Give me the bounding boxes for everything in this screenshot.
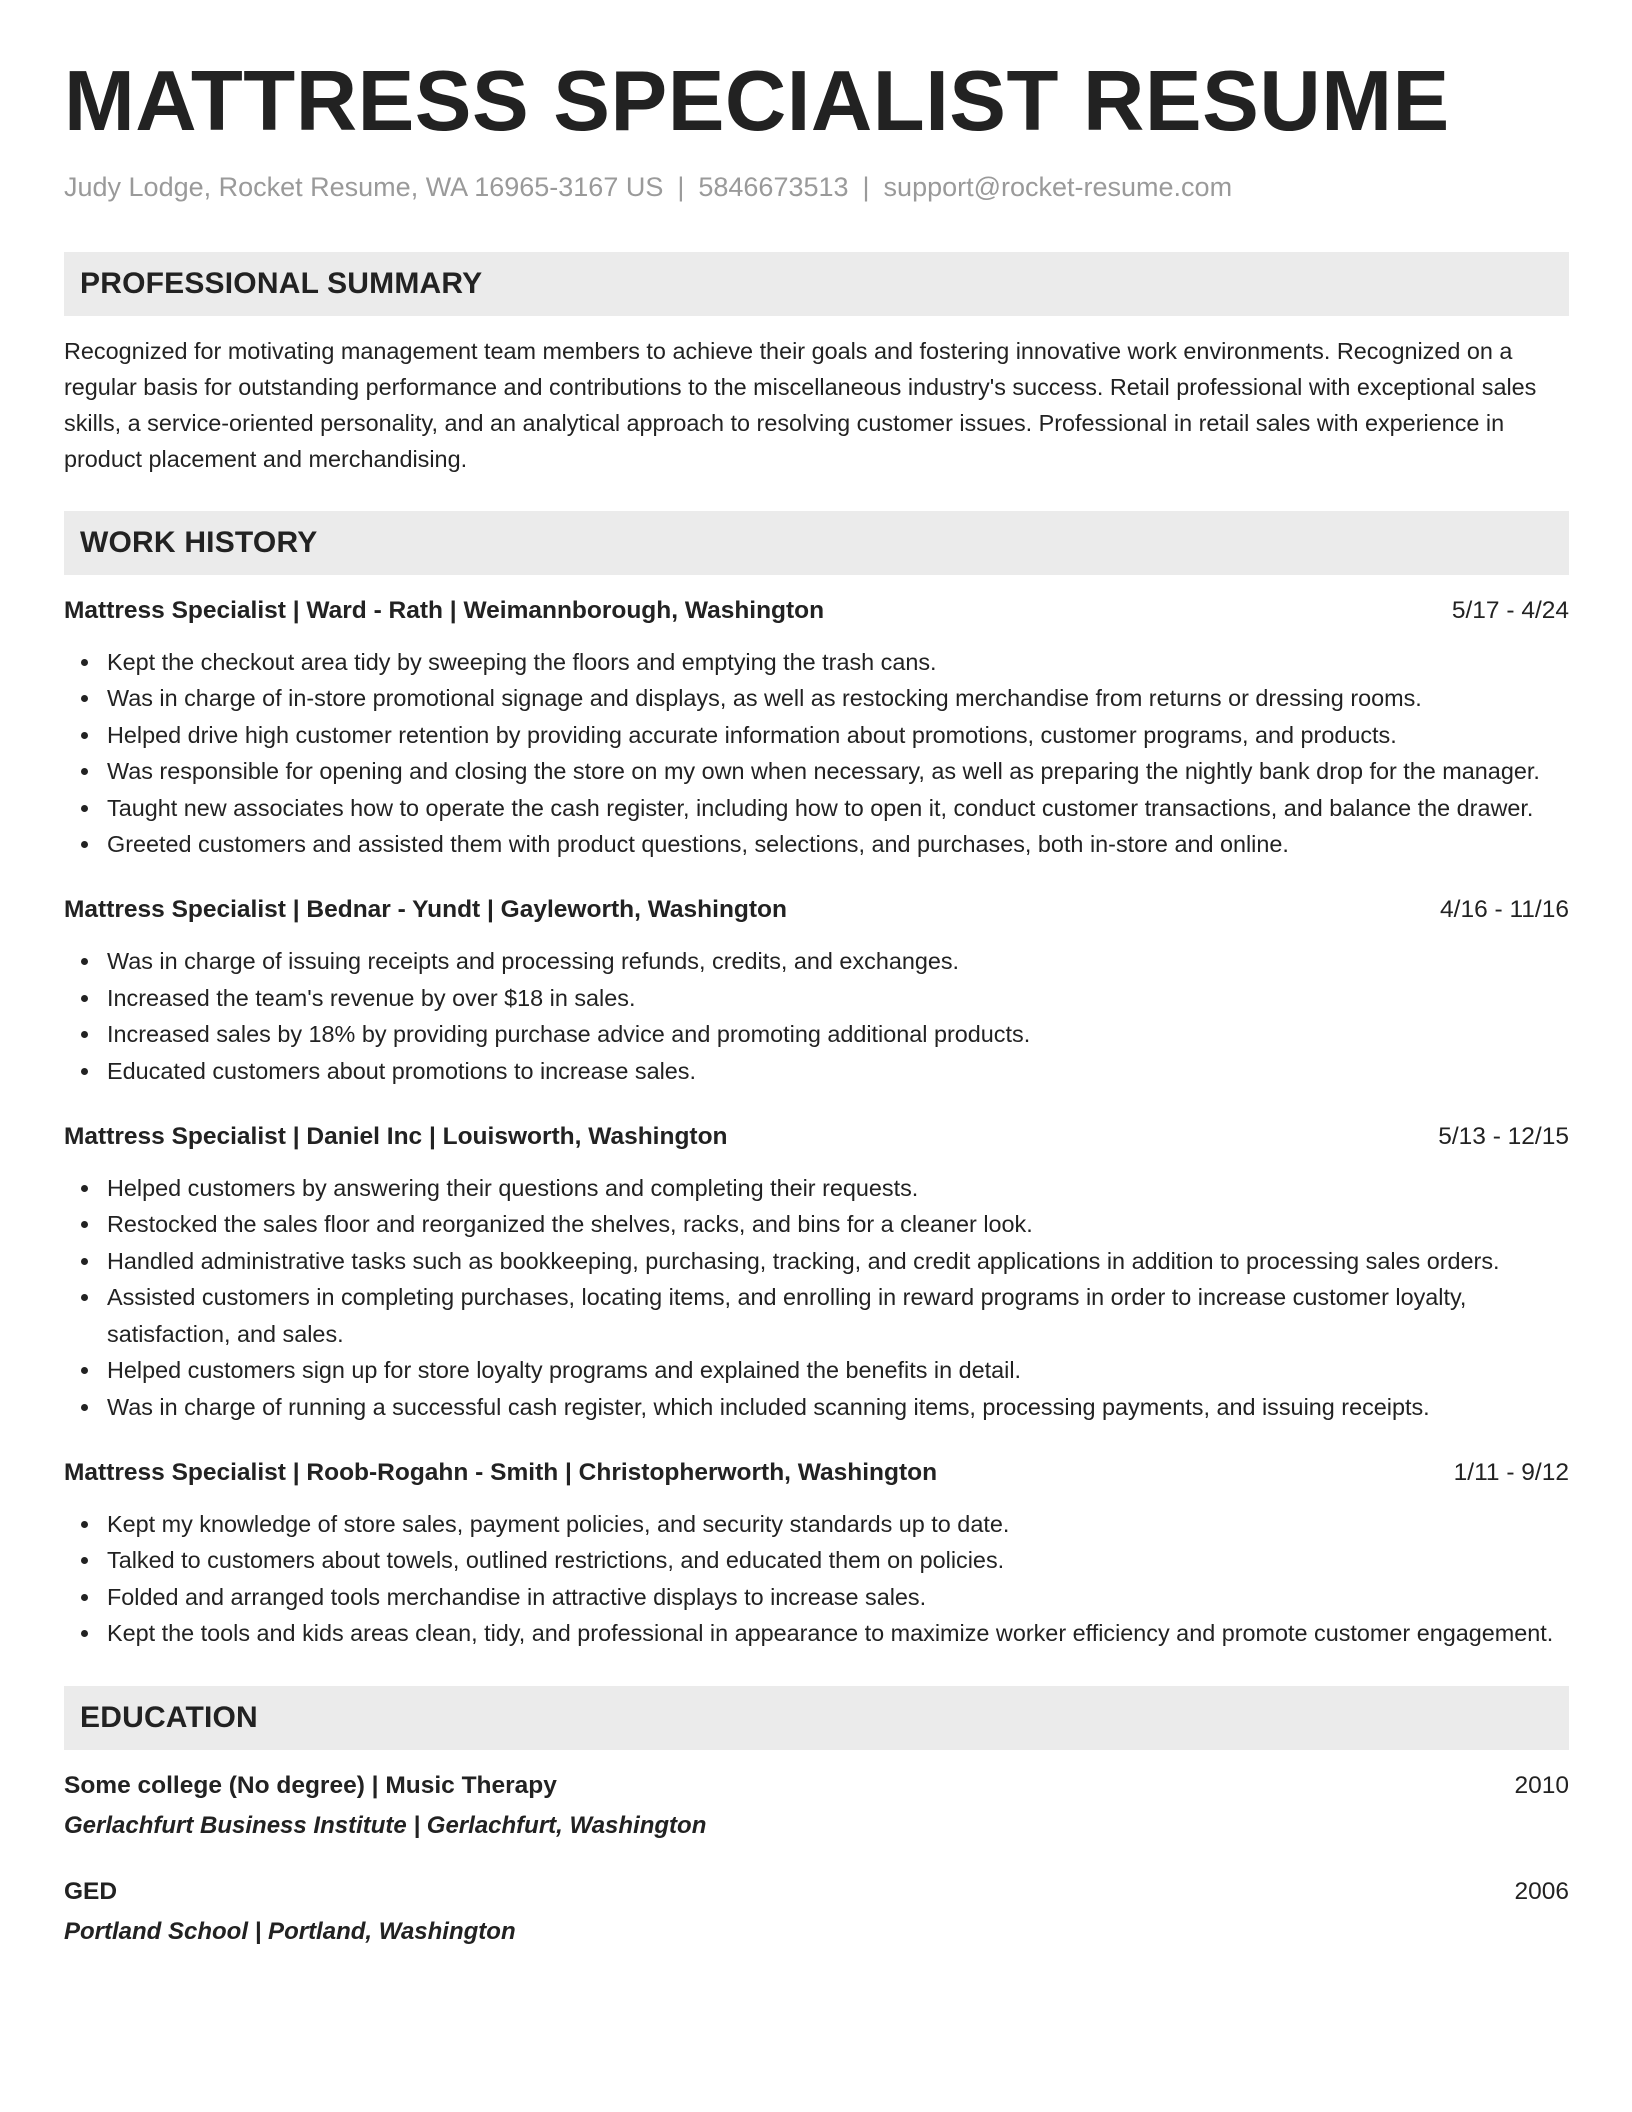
education-degree: Some college (No degree) | Music Therapy (64, 1771, 557, 1799)
job-duty: Increased the team's revenue by over $18 in sales. (107, 980, 1569, 1016)
job-duties-list (64, 1506, 1569, 1652)
job-entry (64, 1455, 1569, 1652)
job-title: Mattress Specialist | Bednar - Yundt | Gayleworth, Washington (64, 896, 787, 924)
job-dates: 5/13 - 12/15 (1438, 1123, 1569, 1151)
summary-text: Recognized for motivating management team members to achieve their goals and fostering innovative work environments. Recognized on a regular basis for outstanding performance and contributions to the miscellaneous industry's success. Retail professional with exceptional sales skills, a service-oriented personality, and an analytical approach to resolving customer issues. Professional in retail sales with experience in product placement and merchandising. (64, 338, 1537, 472)
job-title: Mattress Specialist | Ward - Rath | Weimannborough, Washington (64, 597, 825, 624)
resume-title: MATTRESS SPECIALIST RESUME (64, 54, 1450, 149)
education-school: Portland School | Portland, Washington (64, 1917, 516, 1945)
education-entry (64, 1874, 1569, 1950)
job-duties-list (64, 644, 1569, 862)
job-entry (64, 1119, 1569, 1425)
job-dates: 1/11 - 9/12 (1453, 1458, 1569, 1486)
job-duty: Folded and arranged tools merchandise in attractive displays to increase sales. (107, 1579, 1569, 1615)
contact-address: Judy Lodge, Rocket Resume, WA 16965-3167 US (64, 172, 664, 202)
job-duty: Helped drive high customer retention by providing accurate information about promotions, customer programs, and products. (107, 717, 1569, 753)
job-duty: Was in charge of in-store promotional signage and displays, as well as restocking merchandise from returns or dressing rooms. (107, 680, 1569, 716)
job-duty: Kept my knowledge of store sales, payment policies, and security standards up to date. (107, 1506, 1569, 1542)
contact-separator: | (862, 172, 870, 202)
job-title: Mattress Specialist | Daniel Inc | Louisworth, Washington (64, 1123, 728, 1151)
job-duty: Restocked the sales floor and reorganized the shelves, racks, and bins for a cleaner look. (107, 1206, 1569, 1242)
education-year: 2006 (1514, 1877, 1569, 1905)
job-duty: Was responsible for opening and closing the store on my own when necessary, as well as preparing the nightly bank drop for the manager. (107, 753, 1569, 789)
education-school: Gerlachfurt Business Institute | Gerlachfurt, Washington (64, 1811, 707, 1839)
contact-email: support@rocket-resume.com (883, 172, 1233, 202)
job-entry (64, 593, 1569, 862)
job-duty: Greeted customers and assisted them with product questions, selections, and purchases, both in-store and online. (107, 826, 1569, 862)
job-duty: Kept the tools and kids areas clean, tidy, and professional in appearance to maximize worker efficiency and promote customer engagement. (107, 1615, 1569, 1651)
job-duty: Taught new associates how to operate the cash register, including how to open it, conduct customer transactions, and balance the drawer. (107, 790, 1569, 826)
job-duty: Helped customers sign up for store loyalty programs and explained the benefits in detail. (107, 1352, 1569, 1388)
education-heading: EDUCATION (64, 1686, 1569, 1750)
contact-separator: | (677, 172, 685, 202)
job-duty: Handled administrative tasks such as bookkeeping, purchasing, tracking, and credit applications in addition to processing sales orders. (107, 1243, 1569, 1279)
job-duties-list (64, 1170, 1569, 1425)
job-duty: Kept the checkout area tidy by sweeping the floors and emptying the trash cans. (107, 644, 1569, 680)
summary-heading: PROFESSIONAL SUMMARY (64, 252, 1569, 316)
education-degree: GED (64, 1877, 118, 1905)
job-duty: Increased sales by 18% by providing purchase advice and promoting additional products. (107, 1016, 1569, 1052)
contact-line (64, 170, 1569, 204)
job-duties-list (64, 943, 1569, 1089)
education-entry (64, 1768, 1569, 1844)
job-duty: Was in charge of issuing receipts and processing refunds, credits, and exchanges. (107, 943, 1569, 979)
job-title: Mattress Specialist | Roob-Rogahn - Smith | Christopherworth, Washington (64, 1458, 938, 1486)
work-history-heading: WORK HISTORY (64, 511, 1569, 575)
job-duty: Was in charge of running a successful cash register, which included scanning items, processing payments, and issuing receipts. (107, 1389, 1569, 1425)
job-dates: 5/17 - 4/24 (1451, 597, 1569, 624)
job-duty: Educated customers about promotions to increase sales. (107, 1053, 1569, 1089)
contact-phone: 5846673513 (698, 172, 849, 202)
job-duty: Talked to customers about towels, outlined restrictions, and educated them on policies. (107, 1542, 1569, 1578)
job-duty: Helped customers by answering their questions and completing their requests. (107, 1170, 1569, 1206)
job-duty: Assisted customers in completing purchases, locating items, and enrolling in reward programs in order to increase customer loyalty, satisfaction, and sales. (107, 1279, 1569, 1352)
job-entry (64, 892, 1569, 1089)
education-year: 2010 (1514, 1771, 1569, 1799)
job-dates: 4/16 - 11/16 (1440, 896, 1569, 924)
